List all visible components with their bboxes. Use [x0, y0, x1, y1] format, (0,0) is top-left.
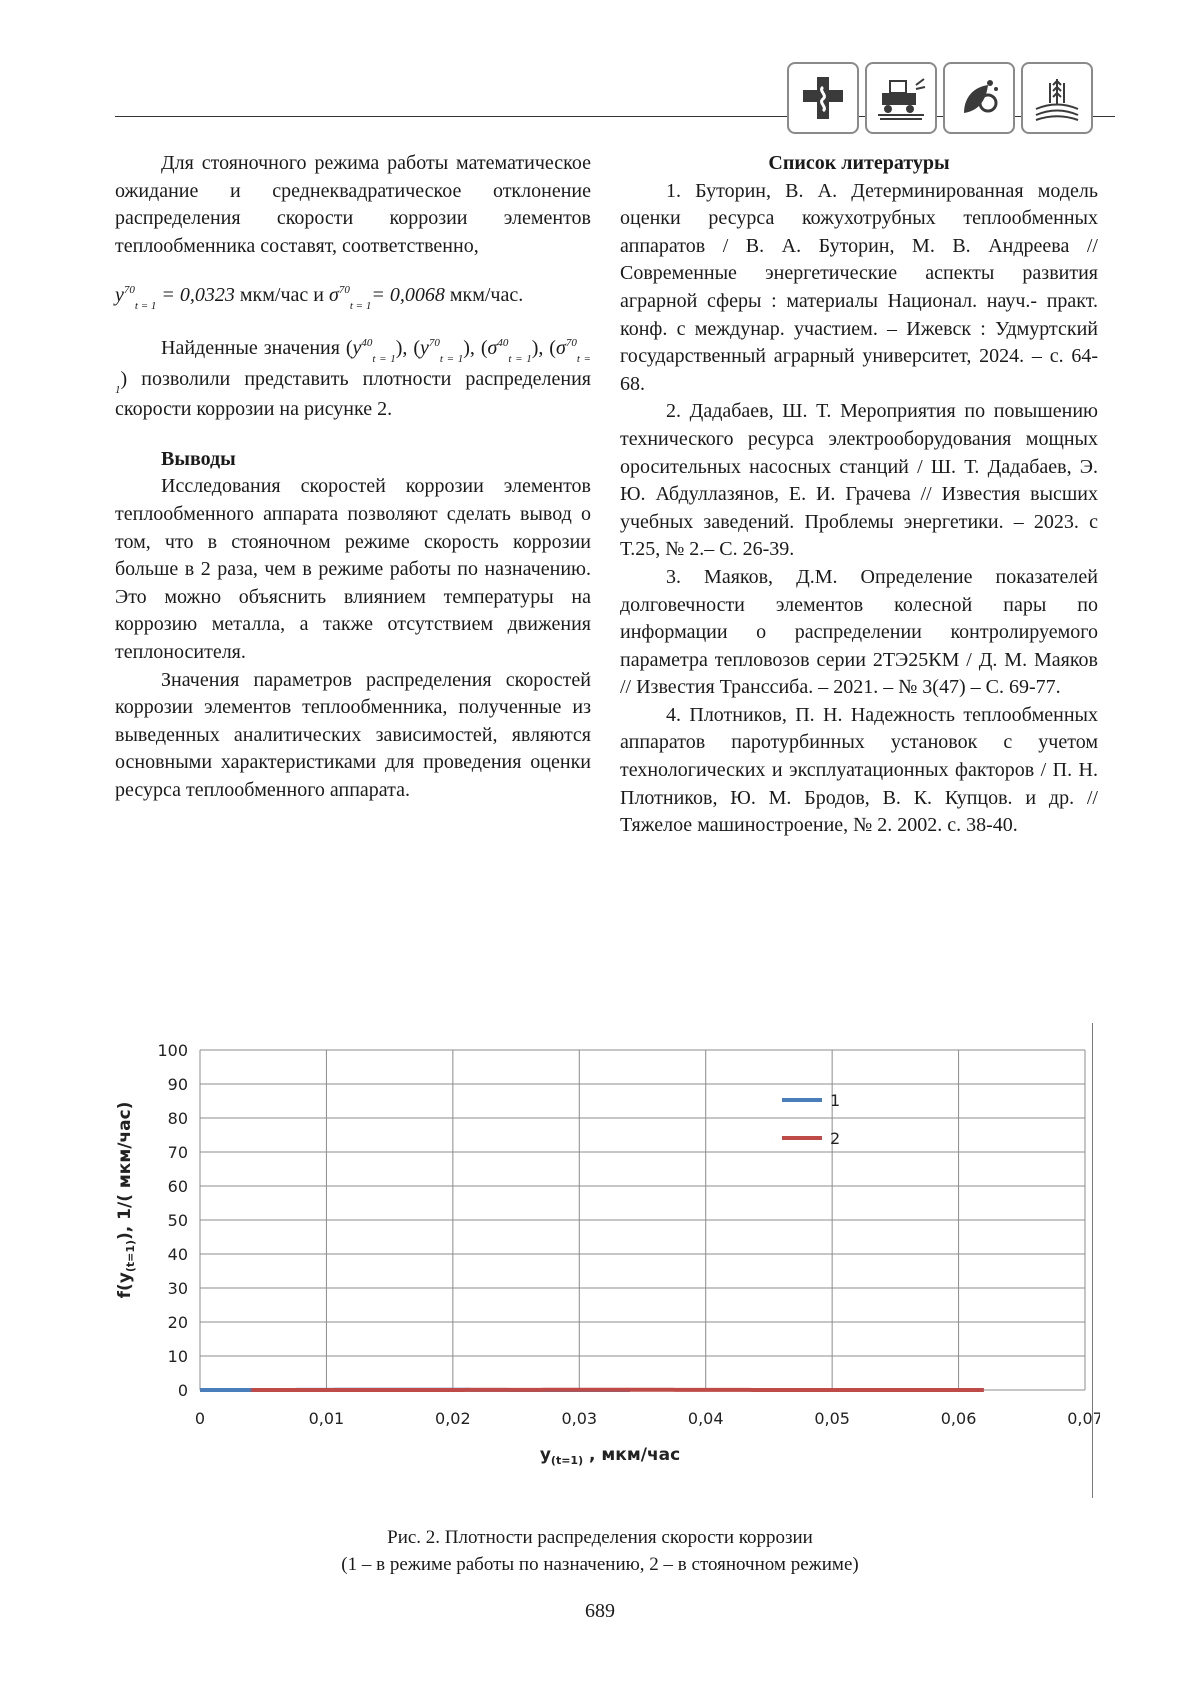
legend-label: 1 — [830, 1091, 841, 1110]
x-tick-label: 0,06 — [940, 1409, 977, 1428]
legend-label: 2 — [830, 1129, 841, 1148]
x-tick-label: 0,02 — [435, 1409, 471, 1428]
density-chart — [110, 1020, 1100, 1520]
references-heading: Список литературы — [768, 152, 950, 174]
reference-item: 3. Маяков, Д.М. Определение показателей долговечности элементов колесной пары по информации о распределении контролируемого параметра тепловозов серии 2ТЭ25КМ / Д. М. Маяков // Известия Транссиба. – 2021. – № 3(47) – С. 69-77. — [620, 565, 1098, 699]
x-axis-label: $y_{(t=1)}$ , мкм/час — [539, 1445, 681, 1467]
reference-item: 1. Буторин, В. А. Детерминированная модель оценки ресурса кожухотрубных теплообменных аппаратов / В. А. Буторин, М. В. Андреева // Современные энергетические аспекты развития аграрной сферы : материалы Национал. науч.- практ. конф. с междунар. участием. – Ижевск : Удмуртский государственный аграрный университет, 2024. – с. 64-68. — [620, 179, 1098, 395]
x-tick-label: 0,03 — [561, 1409, 598, 1428]
wheat-field-icon — [1021, 62, 1093, 134]
plant-biotech-icon — [943, 62, 1015, 134]
harvester-icon — [865, 62, 937, 134]
paragraph: Найденные значения $(y^{40}_{t = 1})$, $(y^{70}_{t = 1})$, $(\sigma^{40}_{t = 1})$, $(\sigma^{70}_{t = 1})$ позволили представить плотности распределения скорости коррозии на рисунке 2. — [115, 336, 591, 421]
y-tick-label: 70 — [167, 1143, 188, 1162]
y-tick-label: 20 — [167, 1313, 188, 1332]
figure-caption-line2: (1 – в режиме работы по назначению, 2 – в стояночном режиме) — [341, 1554, 859, 1575]
paragraph: Для стояночного режима работы математическое ожидание и среднеквадратическое отклонение распределения скорости коррозии элементов теплообменника составят, соответственно, — [115, 152, 591, 257]
figure-caption-line1: Рис. 2. Плотности распределения скорости коррозии — [387, 1527, 813, 1548]
x-tick-label: 0 — [194, 1409, 206, 1428]
y-tick-label: 10 — [167, 1347, 188, 1366]
x-tick-label: 0,01 — [308, 1409, 345, 1428]
x-tick-label: 0,07 — [1067, 1409, 1100, 1428]
y-tick-label: 80 — [167, 1109, 188, 1128]
header-icons — [787, 62, 1093, 134]
x-tick-label: 0,04 — [687, 1409, 724, 1428]
formula: $y^{70}_{t = 1} = 0,0323$ мкм/час и $\sigma^{70}_{t = 1}= 0,0068$ мкм/час. — [115, 284, 524, 313]
references-column — [620, 150, 1098, 840]
y-tick-label: 100 — [157, 1041, 188, 1060]
x-tick-label: 0,05 — [814, 1409, 850, 1428]
y-tick-label: 40 — [167, 1245, 188, 1264]
y-tick-label: 50 — [167, 1211, 188, 1230]
y-tick-label: 0 — [177, 1381, 188, 1400]
figure-chart — [110, 1020, 1100, 1520]
reference-item: 4. Плотников, П. Н. Надежность теплообменных аппаратов паротурбинных установок с учетом технологических и эксплуатационных факторов / П. Н. Плотников, Ю. М. Бродов, В. К. Купцов. и др. // Тяжелое машиностроение, № 2. 2002. с. 38-40. — [620, 703, 1098, 837]
y-axis-label: $f(y_{(t=1)})$, 1/( мкм/час) — [115, 1101, 137, 1299]
conclusions-heading: Выводы — [161, 447, 236, 470]
paragraph: Значения параметров распределения скоростей коррозии элементов теплообменника, полученные из выведенных аналитических зависимостей, являются основными характеристиками для проведения оценки ресурса теплообменного аппарата. — [115, 668, 591, 801]
page-number: 689 — [585, 1600, 615, 1622]
reference-item: 2. Дадабаев, Ш. Т. Мероприятия по повышению технического ресурса электрооборудования мощных оросительных насосных станций / Ш. Т. Дадабаев, Э. Ю. Абдуллазянов, Е. И. Грачева // Известия высших учебных заведений. Проблемы энергетики. – 2023. с Т.25, № 2.– С. 26-39. — [620, 400, 1098, 561]
medical-cross-icon — [787, 62, 859, 134]
y-tick-label: 60 — [167, 1177, 188, 1196]
y-tick-label: 90 — [167, 1075, 188, 1094]
paragraph: Исследования скоростей коррозии элементов теплообменного аппарата позволяют сделать вывод о том, что в стояночном режиме скорость коррозии больше в 2 раза, чем в режиме работы по назначению. Это можно объяснить влиянием температуры на коррозию металла, а также отсутствием движения теплоносителя. — [115, 475, 591, 663]
y-tick-label: 30 — [167, 1279, 188, 1298]
left-column — [115, 150, 591, 804]
